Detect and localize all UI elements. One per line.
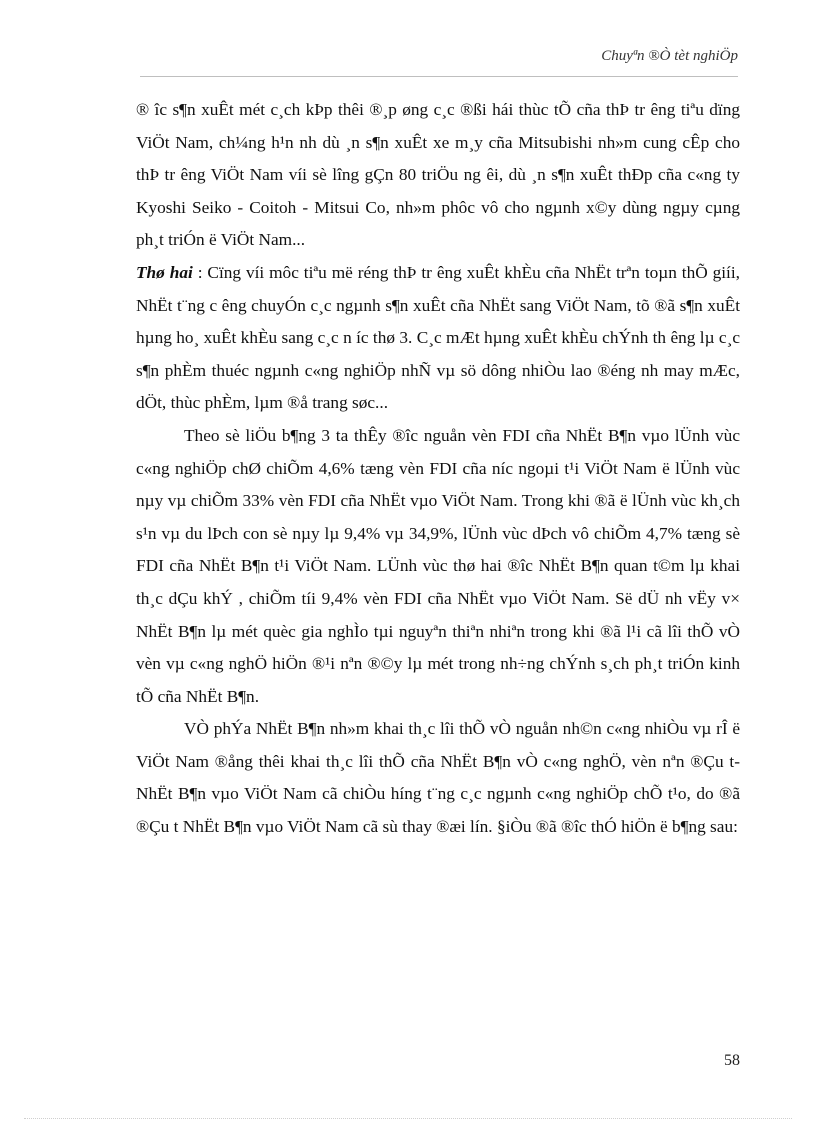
footer-rule xyxy=(24,1118,792,1119)
paragraph: VÒ phÝa NhËt B¶n nh»m khai th¸c lîi thÕ vÒ nguån nh©n c«ng nhiÒu vµ rÎ ë ViÖt Nam ®ång thêi khai th¸c lîi thÕ cña NhËt B¶n vÒ c«ng nghÖ, vèn nªn ®Çu t NhËt B¶n vµo ViÖt Nam cã chiÒu híng t¨ng c¸c ngµnh c«ng nghiÖp chÕ t¹o, do ®ã ®Çu t NhËt B¶n vµo ViÖt Nam cã sù thay ®æi lín. §iÒu ®ã ®îc thÓ hiÖn ë b¶ng sau: xyxy=(136,719,740,837)
paragraph-text: : Cïng víi môc tiªu më réng thÞ tr êng xuÊt khÈu cña NhËt trªn toµn thÕ giíi, NhËt t¨ng c êng chuyÓn c¸c ngµnh s¶n xuÊt cña NhËt sang ViÖt Nam, tõ ®ã s¶n xuÊt hµng ho¸ xuÊt khÈu sang c¸c n íc thø 3. C¸c mÆt hµng xuÊt khÈu chÝnh th êng lµ c¸c s¶n phÈm thuéc ngµnh c«ng nghiÖp nhÑ vµ sö dông nhiÒu lao ®éng nh may mÆc, dÖt, thùc phÈm, lµm ®å trang søc... xyxy=(136,262,740,413)
running-header: Chuyªn ®Ò tèt nghiÖp xyxy=(601,48,738,64)
paragraph-lead: Thø hai xyxy=(136,262,193,282)
header-rule xyxy=(140,76,738,77)
paragraph xyxy=(136,257,740,420)
page-number: 58 xyxy=(724,1052,740,1069)
paragraph: ® îc s¶n xuÊt mét c¸ch kÞp thêi ®¸p øng c¸c ®ßi hái thùc tÕ cña thÞ tr êng tiªu dïng ViÖt Nam, ch¼ng h¹n nh dù ¸n s¶n xuÊt xe m¸y cña Mitsubishi nh»m cung cÊp cho thÞ tr êng ViÖt Nam víi sè lîng gÇn 80 triÖu ng êi, dù ¸n s¶n xuÊt thÐp cña c«ng ty Kyoshi Seiko - Coitoh - Mitsui Co, nh»m phôc vô cho ngµnh x©y dùng ngµy cµng ph¸t triÓn ë ViÖt Nam... xyxy=(136,100,740,250)
paragraph: Theo sè liÖu b¶ng 3 ta thÊy ®îc nguån vèn FDI cña NhËt B¶n vµo lÜnh vùc c«ng nghiÖp chØ chiÕm 4,6% tæng vèn FDI cña níc ngoµi t¹i ViÖt Nam ë lÜnh vùc nµy vµ chiÕm 33% vèn FDI cña NhËt vµo ViÖt Nam. Trong khi ®ã ë lÜnh vùc kh¸ch s¹n vµ du lÞch con sè nµy lµ 9,4% vµ 34,9%, lÜnh vùc dÞch vô chiÕm 4,7% tæng sè FDI cña NhËt B¶n t¹i ViÖt Nam. LÜnh vùc thø hai ®îc NhËt B¶n quan t©m lµ khai th¸c dÇu khÝ , chiÕm tíi 9,4% vèn FDI cña NhËt vµo ViÖt Nam. Së dÜ nh vËy v× NhËt B¶n lµ mét quèc gia nghÌo tµi nguyªn thiªn nhiªn trong khi ®ã l¹i cã lîi thÕ vÒ vèn vµ c«ng nghÖ hiÖn ®¹i nªn ®©y lµ mét trong nh÷ng chÝnh s¸ch ph¸t triÓn kinh tÕ cña NhËt B¶n. xyxy=(136,425,740,706)
body-text xyxy=(136,94,740,844)
